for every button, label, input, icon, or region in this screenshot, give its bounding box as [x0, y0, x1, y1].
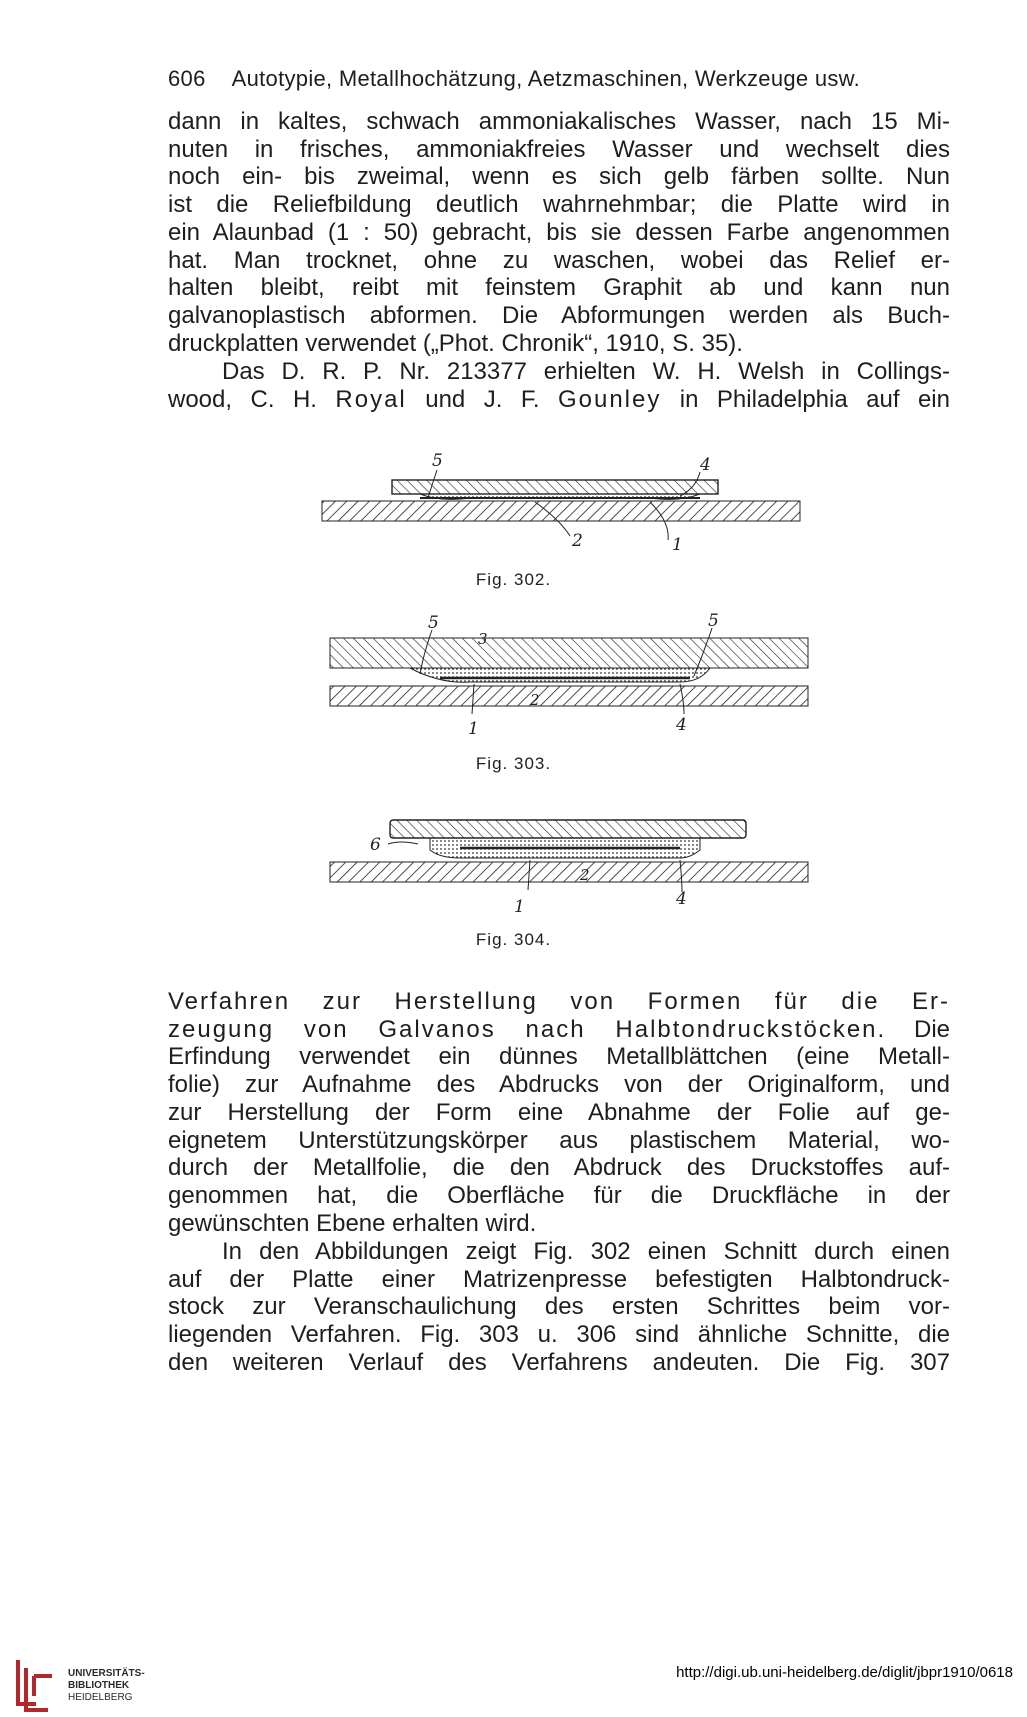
figure-label: 2 [572, 531, 583, 551]
text-line: noch ein- bis zweimal, wenn es sich gelb färben sollte. Nun [168, 163, 950, 191]
text-line: galvanoplastisch abformen. Die Abformungen werden als Buch- [168, 301, 950, 329]
library-logo-icon [12, 1656, 60, 1712]
figure-label: 2 [580, 866, 590, 884]
logo-line: BIBLIOTHEK [68, 1680, 130, 1691]
library-logo-text [68, 1668, 145, 1704]
text-line: stock zur Veranschaulichung des ersten Schrittes beim vor- [168, 1293, 950, 1321]
paragraph-1 [168, 108, 950, 357]
text-line: ein Alaunbad (1 : 50) gebracht, bis sie dessen Farbe angenommen [168, 218, 950, 246]
text-line: Das D. R. P. Nr. 213377 erhielten W. H. Welsh in Collings- [222, 358, 950, 385]
text-line: halten bleibt, reibt mit feinstem Graphit ab und kann nun [168, 274, 950, 302]
text-line: In den Abbildungen zeigt Fig. 302 einen Schnitt durch einen [222, 1238, 950, 1265]
person-name: Royal [335, 385, 407, 413]
text-line: druckplatten verwendet („Phot. Chronik“, 1910, S. 35). [168, 329, 743, 357]
figure-302 [0, 440, 1027, 600]
text-fragment: in Philadelphia auf ein [679, 385, 950, 413]
text-line: Erfindung verwendet ein dünnes Metallblättchen (eine Metall- [168, 1043, 950, 1071]
text-line-spaced: Verfahren zur Herstellung von Formen für die Er- [168, 988, 950, 1015]
figure-caption: Fig. 303. [475, 754, 552, 773]
text-line: zur Herstellung der Form eine Abnahme der Folie auf ge- [168, 1098, 950, 1126]
library-logo[interactable] [12, 1656, 152, 1712]
running-title: Autotypie, Metallhochätzung, Aetzmaschinen, Werkzeuge usw. [231, 66, 861, 91]
person-name: Gounley [557, 385, 662, 413]
text-line: eignetem Unterstützungskörper aus plastischem Material, wo- [168, 1126, 950, 1154]
figure-label: 3 [478, 630, 488, 648]
figure-label: 4 [676, 715, 687, 735]
page-number: 606 [168, 66, 206, 91]
footer [0, 1650, 1027, 1717]
figure-label: 1 [672, 535, 683, 555]
text-line: nuten in frisches, ammoniakfreies Wasser und wechselt dies [168, 135, 950, 163]
figure-304 [0, 800, 1027, 960]
figure-label: 5 [708, 612, 719, 631]
figure-label: 2 [530, 691, 540, 709]
text-line: genommen hat, die Oberfläche für die Druckfläche in der [168, 1181, 950, 1209]
text-line: hat. Man trocknet, ohne zu waschen, wobei das Relief er- [168, 246, 950, 274]
text-fragment: Die [913, 1015, 950, 1043]
text-line: den weiteren Verlauf des Verfahrens andeuten. Die Fig. 307 [168, 1348, 950, 1376]
paragraph-3 [168, 988, 950, 1237]
running-header [168, 66, 948, 92]
figure-label: 5 [428, 613, 439, 633]
logo-line: HEIDELBERG [68, 1692, 133, 1703]
text-line [168, 386, 950, 414]
figure-caption: Fig. 304. [475, 930, 552, 949]
figure-label: 4 [676, 889, 687, 909]
text-fragment-spaced: zeugung von Galvanos nach Halbtondruckstöcken. [168, 1015, 887, 1043]
text-line [168, 1016, 950, 1044]
logo-line: UNIVERSITÄTS- [68, 1668, 145, 1679]
text-line: durch der Metallfolie, die den Abdruck des Druckstoffes auf- [168, 1154, 950, 1182]
figure-label: 1 [468, 719, 479, 739]
paragraph-2 [168, 358, 950, 413]
source-url-link[interactable]: http://digi.ub.uni-heidelberg.de/diglit/jbpr1910/0618 [676, 1664, 1013, 1681]
text-line: liegenden Verfahren. Fig. 303 u. 306 sind ähnliche Schnitte, die [168, 1321, 950, 1349]
paragraph-4 [168, 1238, 950, 1377]
figure-caption: Fig. 302. [475, 570, 552, 589]
figure-label: 5 [432, 451, 443, 471]
text-fragment: und J. F. [425, 385, 540, 413]
text-line: auf der Platte einer Matrizenpresse befestigten Halbtondruck- [168, 1265, 950, 1293]
figure-label: 1 [514, 897, 525, 917]
figure-label: 4 [700, 455, 711, 475]
text-fragment: wood, C. H. [168, 385, 317, 413]
figure-303 [0, 612, 1027, 782]
text-line: gewünschten Ebene erhalten wird. [168, 1209, 537, 1237]
text-line: folie) zur Aufnahme des Abdrucks von der Originalform, und [168, 1071, 950, 1099]
text-line: dann in kaltes, schwach ammoniakalisches Wasser, nach 15 Mi- [168, 108, 950, 135]
figure-label: 6 [370, 835, 381, 855]
text-line: ist die Reliefbildung deutlich wahrnehmbar; die Platte wird in [168, 191, 950, 219]
